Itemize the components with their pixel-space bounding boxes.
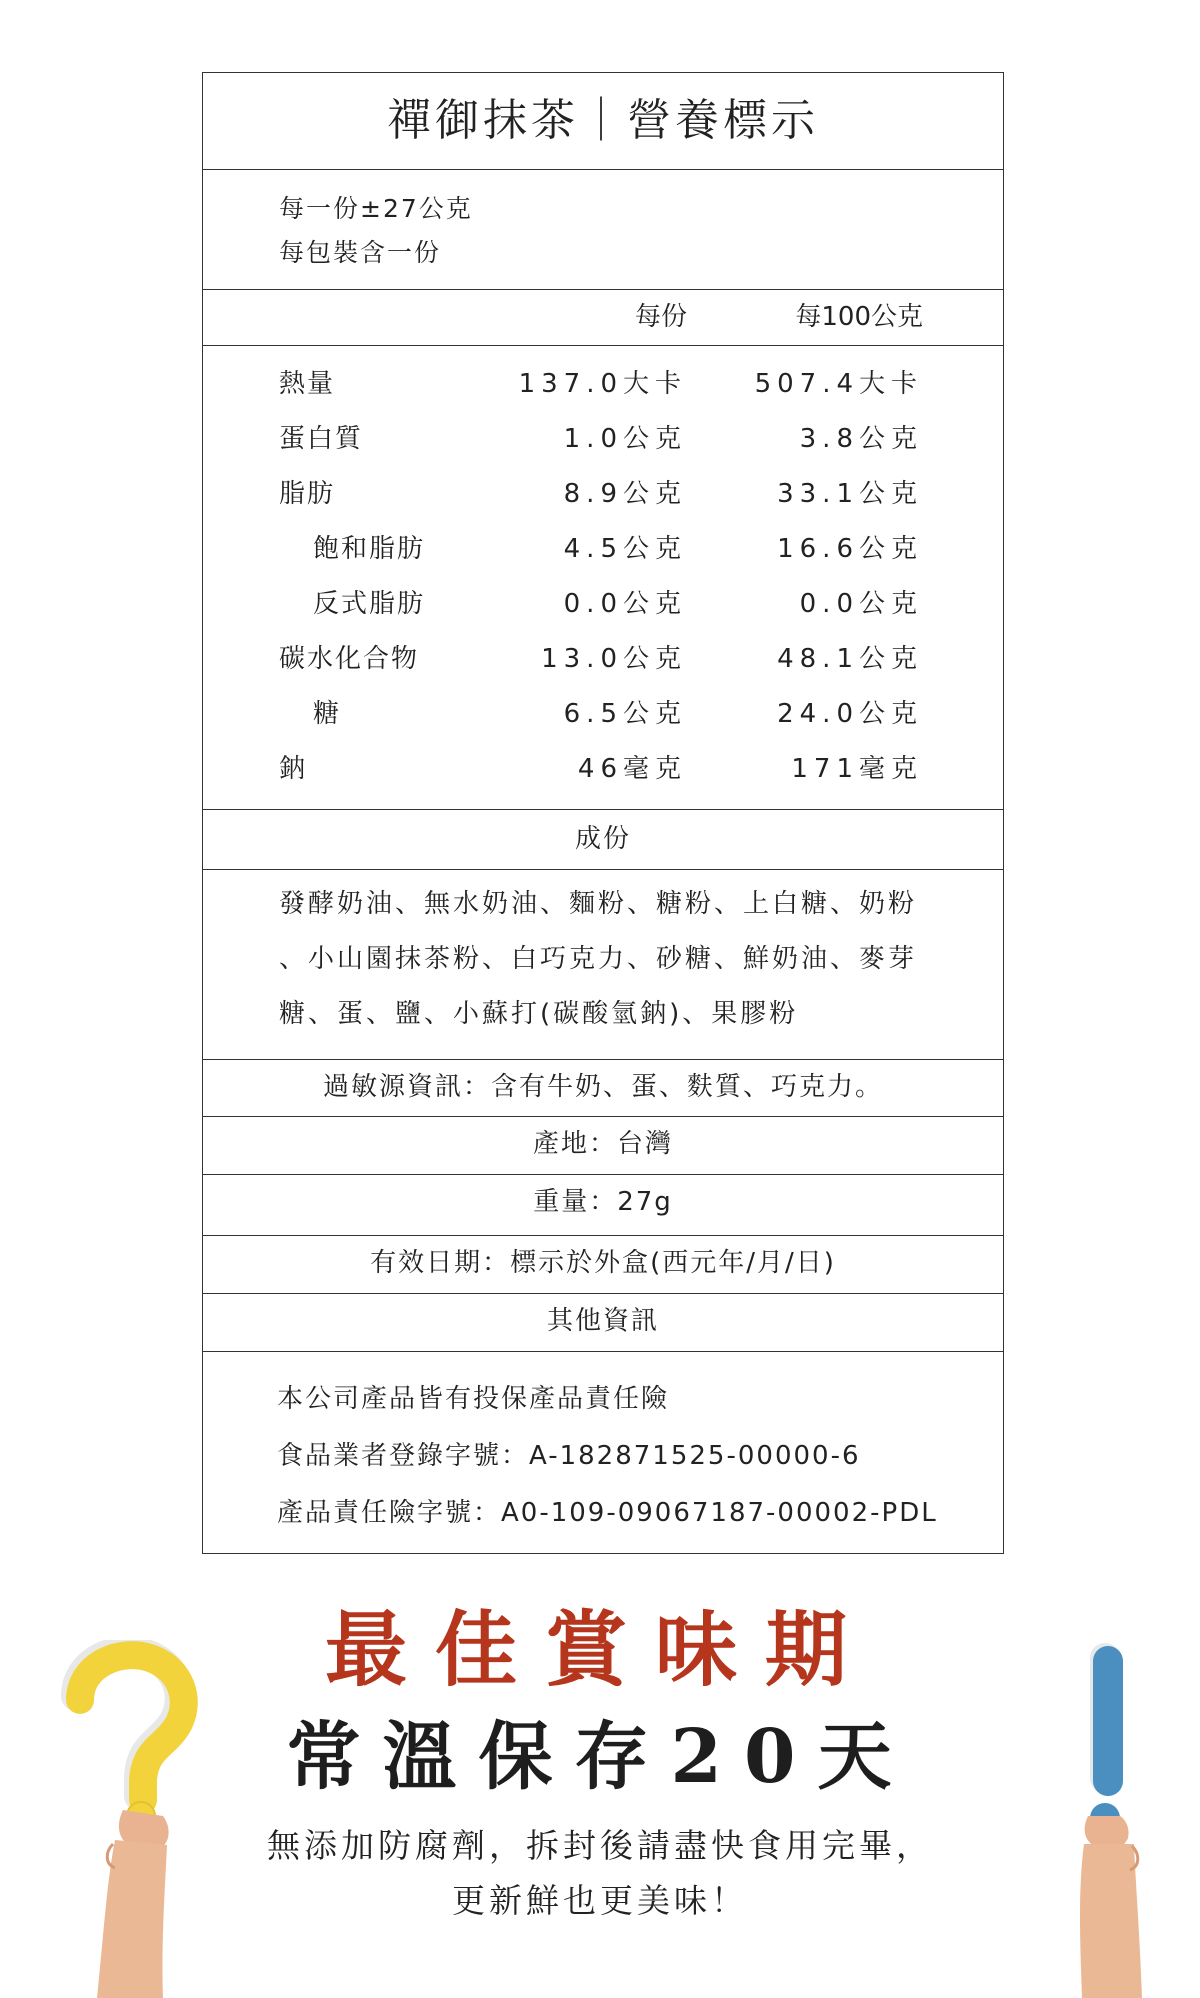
liability-insurance-text: 本公司產品皆有投保產品責任險: [277, 1384, 670, 1414]
nutrient-per-100g: 33.1公克: [777, 479, 923, 509]
promo-message-line: 更新鮮也更美味！: [452, 1881, 748, 1920]
serving-size: 每一份±27公克: [279, 194, 473, 223]
label-title: 禪御抹茶｜營養標示: [387, 95, 819, 146]
nutrition-row: [203, 357, 1003, 412]
other-info-heading: 其他資訊: [546, 1306, 659, 1336]
nutrition-label-card: [202, 72, 1004, 1554]
nutrient-per-serving: 0.0公克: [563, 589, 687, 619]
nutrient-per-serving: 6.5公克: [563, 699, 687, 729]
nutrition-row: [203, 742, 1003, 797]
column-headers: [203, 289, 1003, 345]
ingredients-line: 糖、蛋、鹽、小蘇打(碳酸氫鈉)、果膠粉: [279, 999, 799, 1029]
nutrition-row: [203, 467, 1003, 522]
nutrient-per-100g: 171毫克: [791, 754, 923, 784]
nutrient-per-serving: 1.0公克: [563, 424, 687, 454]
food-business-registration: 食品業者登錄字號：A-182871525-00000-6: [277, 1441, 861, 1471]
nutrient-label: 蛋白質: [279, 424, 364, 454]
promo-message-line: 無添加防腐劑，拆封後請盡快食用完畢，: [267, 1826, 933, 1865]
nutrient-per-100g: 507.4大卡: [754, 369, 923, 399]
nutrient-per-100g: 16.6公克: [777, 534, 923, 564]
nutrient-per-100g: 3.8公克: [799, 424, 923, 454]
nutrient-label: 飽和脂肪: [313, 534, 426, 564]
nutrient-label: 鈉: [279, 754, 308, 784]
other-info: [203, 1351, 1003, 1553]
nutrient-per-100g: 0.0公克: [799, 589, 923, 619]
nutrient-label: 脂肪: [279, 479, 336, 509]
serving-info: [203, 169, 1003, 289]
nutrition-row: [203, 522, 1003, 577]
question-mark-hand-illustration: [45, 1640, 205, 1998]
nutrient-label: 熱量: [279, 369, 336, 399]
origin-info: 產地：台灣: [532, 1129, 673, 1159]
hand-icon: [97, 1810, 169, 1998]
nutrient-per-serving: 4.5公克: [563, 534, 687, 564]
nutrient-label: 碳水化合物: [279, 644, 420, 674]
nutrition-row: [203, 687, 1003, 742]
question-mark-icon: [76, 1651, 184, 1830]
weight-info: 重量：27g: [533, 1187, 673, 1217]
nutrition-row: [203, 412, 1003, 467]
nutrient-per-serving: 137.0大卡: [518, 369, 687, 399]
nutrient-per-100g: 48.1公克: [777, 644, 923, 674]
ingredients-heading: 成份: [574, 824, 631, 854]
exclamation-mark-icon: [1090, 1643, 1123, 1833]
allergen-info: 過敏源資訊：含有牛奶、蛋、麩質、巧克力。: [322, 1072, 883, 1102]
nutrient-per-serving: 46毫克: [577, 754, 687, 784]
insurance-policy-number: 產品責任險字號：A0-109-09067187-00002-PDL: [277, 1498, 938, 1528]
ingredients-line: 發酵奶油、無水奶油、麵粉、糖粉、上白糖、奶粉: [279, 889, 918, 919]
storage-period: 常溫保存20天: [286, 1714, 914, 1800]
servings-per-package: 每包裝含一份: [279, 238, 442, 267]
hand-icon: [1080, 1816, 1142, 1998]
column-per-100g: 每100公克: [795, 302, 923, 332]
expiry-info: 有效日期：標示於外盒(西元年/月/日): [370, 1248, 836, 1278]
column-per-serving: 每份: [634, 302, 687, 332]
nutrient-per-serving: 8.9公克: [563, 479, 687, 509]
nutrient-per-100g: 24.0公克: [777, 699, 923, 729]
ingredients-line: 、小山園抹茶粉、白巧克力、砂糖、鮮奶油、麥芽: [279, 944, 918, 974]
nutrient-label: 糖: [313, 699, 342, 729]
nutrient-label: 反式脂肪: [313, 589, 426, 619]
nutrition-row: [203, 632, 1003, 687]
exclamation-mark-hand-illustration: [1050, 1640, 1160, 1998]
best-before-heading: 最佳賞味期: [324, 1602, 875, 1698]
nutrient-per-serving: 13.0公克: [541, 644, 687, 674]
nutrition-row: [203, 577, 1003, 632]
nutrition-table: [203, 345, 1003, 785]
